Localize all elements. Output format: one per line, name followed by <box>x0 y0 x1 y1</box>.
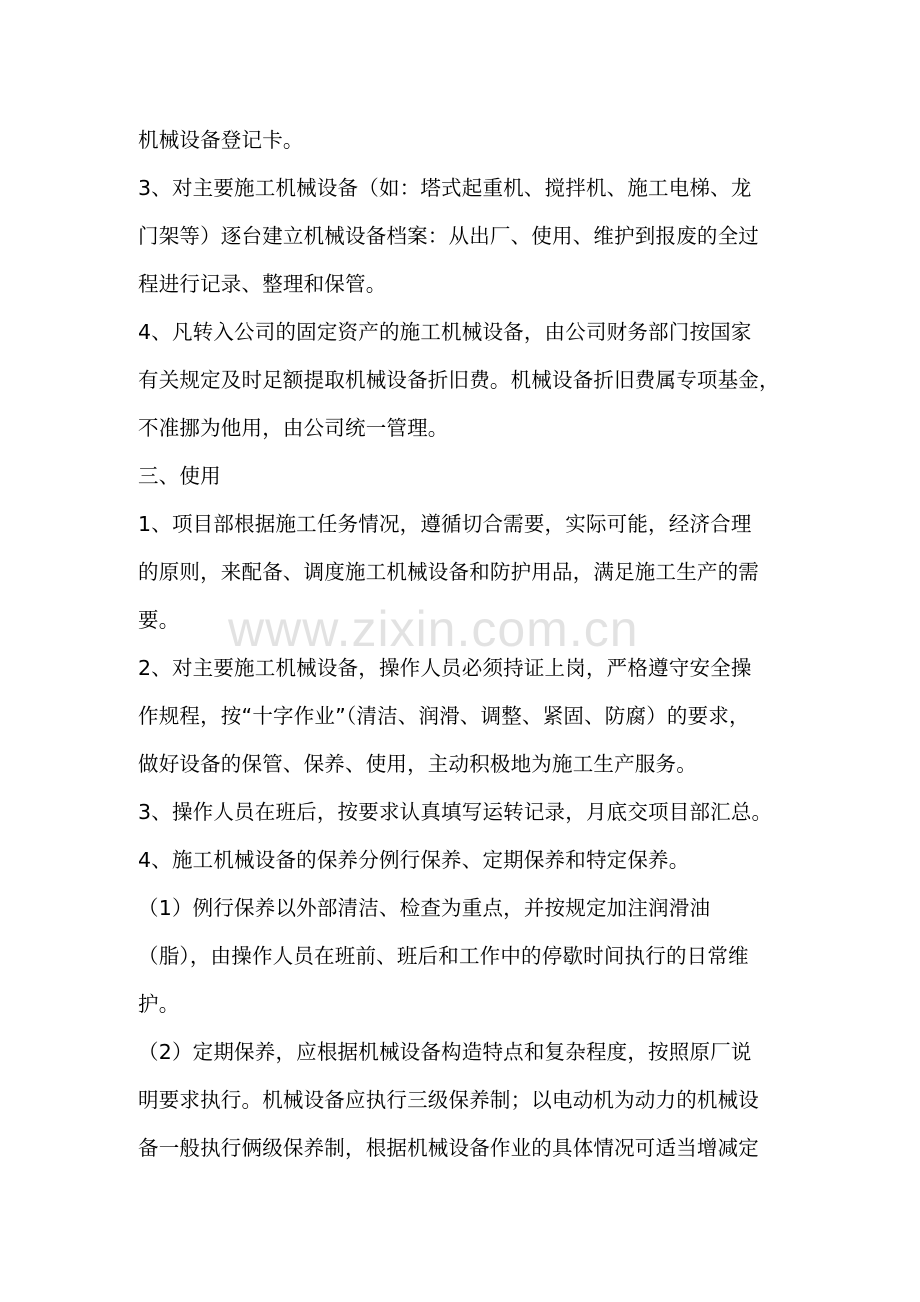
text-line: 机械设备登记卡。 <box>138 128 304 152</box>
text-line: 作规程，按“十字作业”（清洁、润滑、调整、紧固、防腐）的要求， <box>138 704 750 728</box>
text-line: 护。 <box>138 992 180 1016</box>
watermark: www.zixin.com.cn <box>228 601 639 657</box>
text-line: 有关规定及时足额提取机械设备折旧费。机械设备折旧费属专项基金， <box>138 368 780 392</box>
text-line: 2、对主要施工机械设备，操作人员必须持证上岗，严格遵守安全操 <box>138 656 752 680</box>
text-line: （脂），由操作人员在班前、班后和工作中的停歇时间执行的日常维 <box>138 944 749 968</box>
text-line: 不准挪为他用，由公司统一管理。 <box>138 416 449 440</box>
text-line: 的原则，来配备、调度施工机械设备和防护用品，满足施工生产的需 <box>138 560 759 584</box>
text-line: 门架等）逐台建立机械设备档案：从出厂、使用、维护到报废的全过 <box>138 224 759 248</box>
text-line: 4、凡转入公司的固定资产的施工机械设备，由公司财务部门按国家 <box>138 320 752 344</box>
section-heading: 三、使用 <box>138 464 221 488</box>
text-line: 3、对主要施工机械设备（如：塔式起重机、搅拌机、施工电梯、龙 <box>138 176 752 200</box>
text-line: 4、施工机械设备的保养分例行保养、定期保养和特定保养。 <box>138 848 690 872</box>
text-line: 3、操作人员在班后，按要求认真填写运转记录，月底交项目部汇总。 <box>138 800 773 824</box>
text-line: 1、项目部根据施工任务情况，遵循切合需要，实际可能，经济合理 <box>138 512 752 536</box>
text-line: 明要求执行。机械设备应执行三级保养制；以电动机为动力的机械设 <box>138 1088 759 1112</box>
document-body <box>138 116 783 1172</box>
text-line: 备一般执行俩级保养制，根据机械设备作业的具体情况可适当增减定 <box>138 1136 759 1160</box>
text-line: 程进行记录、整理和保管。 <box>138 272 387 296</box>
text-line: （2）定期保养，应根据机械设备构造特点和复杂程度，按照原厂说 <box>138 1040 752 1064</box>
text-line: （1）例行保养以外部清洁、检查为重点，并按规定加注润滑油 <box>138 896 711 920</box>
text-line: 做好设备的保管、保养、使用，主动积极地为施工生产服务。 <box>138 752 697 776</box>
text-line: 要。 <box>138 608 180 632</box>
